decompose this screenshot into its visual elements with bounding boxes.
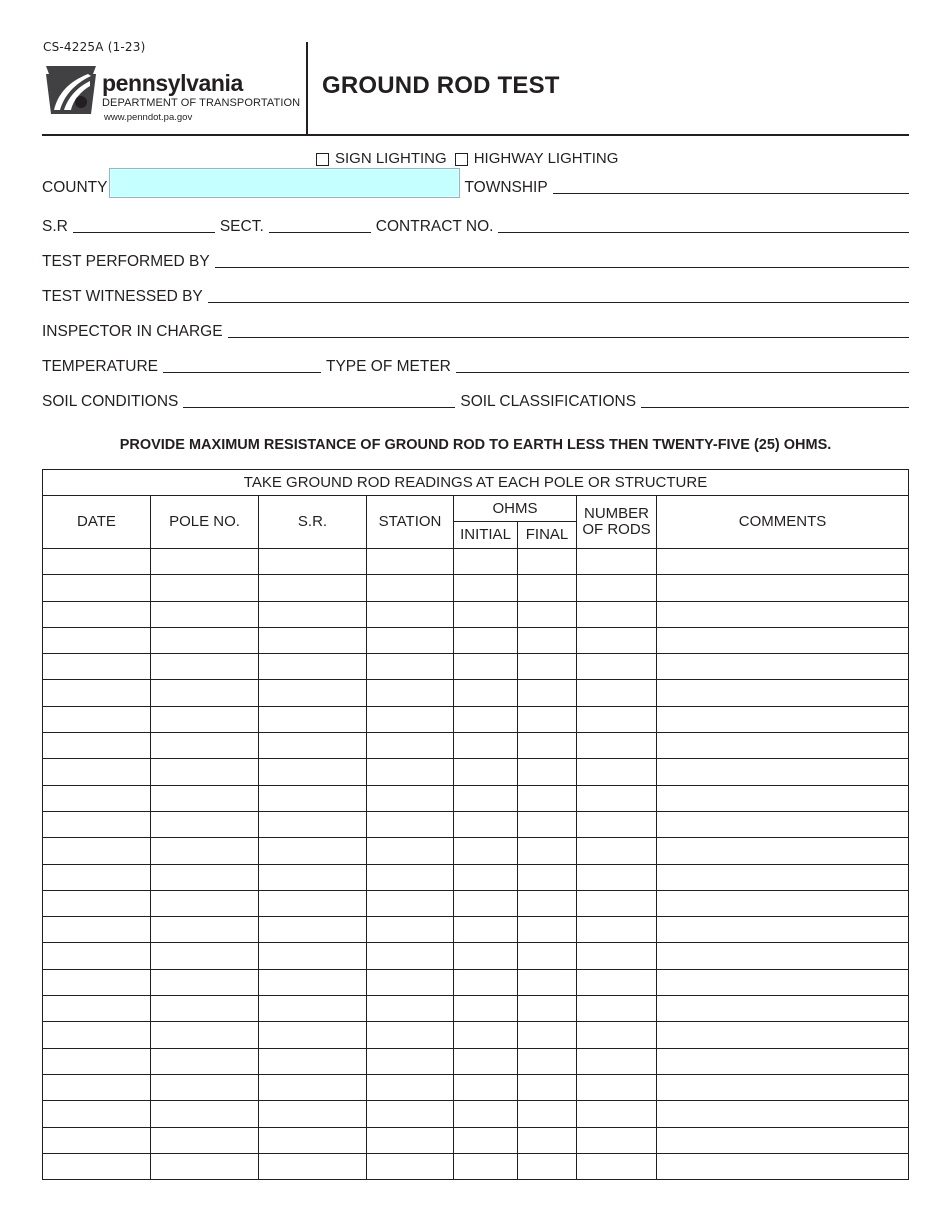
test-witnessed-by-input[interactable] — [208, 301, 909, 303]
table-row — [43, 969, 909, 995]
cell-pole[interactable] — [151, 654, 259, 680]
test-witnessed-row — [42, 285, 909, 307]
cell-sr[interactable] — [259, 969, 367, 995]
table-row — [43, 1101, 909, 1127]
cell-final[interactable] — [518, 654, 577, 680]
cell-pole[interactable] — [151, 1022, 259, 1048]
cell-sr[interactable] — [259, 627, 367, 653]
soil-row — [42, 390, 909, 412]
cell-initial[interactable] — [454, 627, 518, 653]
cell-rods[interactable] — [577, 1048, 657, 1074]
county-row — [42, 176, 909, 198]
cell-pole[interactable] — [151, 759, 259, 785]
col-station-header: STATION — [367, 496, 454, 549]
cell-station[interactable] — [367, 1101, 454, 1127]
cell-sr[interactable] — [259, 601, 367, 627]
inspector-in-charge-input[interactable] — [228, 336, 909, 338]
cell-comments[interactable] — [657, 706, 909, 732]
sign-lighting-checkbox[interactable] — [316, 153, 329, 166]
cell-station[interactable] — [367, 969, 454, 995]
cell-comments[interactable] — [657, 996, 909, 1022]
lighting-options — [316, 150, 618, 167]
cell-rods[interactable] — [577, 890, 657, 916]
department-name: DEPARTMENT OF TRANSPORTATION — [102, 97, 301, 109]
cell-date[interactable] — [43, 838, 151, 864]
cell-final[interactable] — [518, 996, 577, 1022]
table-row — [43, 943, 909, 969]
cell-pole[interactable] — [151, 838, 259, 864]
cell-comments[interactable] — [657, 627, 909, 653]
cell-station[interactable] — [367, 680, 454, 706]
cell-pole[interactable] — [151, 1048, 259, 1074]
sr-label: S.R — [42, 218, 68, 235]
county-input[interactable] — [109, 168, 460, 198]
form-number: CS-4225A (1-23) — [43, 40, 146, 54]
cell-pole[interactable] — [151, 917, 259, 943]
cell-rods[interactable] — [577, 996, 657, 1022]
table-row — [43, 654, 909, 680]
cell-initial[interactable] — [454, 785, 518, 811]
cell-sr[interactable] — [259, 1101, 367, 1127]
temperature-label: TEMPERATURE — [42, 358, 158, 375]
cell-comments[interactable] — [657, 864, 909, 890]
cell-initial[interactable] — [454, 1153, 518, 1179]
cell-rods[interactable] — [577, 706, 657, 732]
cell-sr[interactable] — [259, 811, 367, 837]
cell-comments[interactable] — [657, 917, 909, 943]
cell-station[interactable] — [367, 1153, 454, 1179]
cell-date[interactable] — [43, 1153, 151, 1179]
cell-pole[interactable] — [151, 1074, 259, 1100]
cell-pole[interactable] — [151, 785, 259, 811]
cell-rods[interactable] — [577, 1022, 657, 1048]
cell-rods[interactable] — [577, 1153, 657, 1179]
highway-lighting-checkbox[interactable] — [455, 153, 468, 166]
cell-comments[interactable] — [657, 654, 909, 680]
table-caption: TAKE GROUND ROD READINGS AT EACH POLE OR STRUCTURE — [43, 470, 909, 496]
col-date-header: DATE — [43, 496, 151, 549]
readings-table — [42, 469, 909, 1180]
cell-final[interactable] — [518, 680, 577, 706]
cell-initial[interactable] — [454, 917, 518, 943]
cell-date[interactable] — [43, 627, 151, 653]
cell-pole[interactable] — [151, 811, 259, 837]
cell-station[interactable] — [367, 890, 454, 916]
cell-sr[interactable] — [259, 1022, 367, 1048]
cell-date[interactable] — [43, 943, 151, 969]
brand-name: pennsylvania — [102, 70, 243, 96]
cell-rods[interactable] — [577, 601, 657, 627]
table-row — [43, 627, 909, 653]
cell-date[interactable] — [43, 890, 151, 916]
cell-initial[interactable] — [454, 1022, 518, 1048]
table-row — [43, 1048, 909, 1074]
table-row — [43, 917, 909, 943]
cell-sr[interactable] — [259, 1048, 367, 1074]
cell-date[interactable] — [43, 1101, 151, 1127]
col-sr-header: S.R. — [259, 496, 367, 549]
cell-pole[interactable] — [151, 680, 259, 706]
temperature-input[interactable] — [163, 371, 321, 373]
table-row — [43, 811, 909, 837]
cell-station[interactable] — [367, 627, 454, 653]
test-performed-by-label: TEST PERFORMED BY — [42, 253, 210, 270]
cell-pole[interactable] — [151, 996, 259, 1022]
keystone-logo-icon — [44, 64, 98, 116]
cell-date[interactable] — [43, 654, 151, 680]
cell-initial[interactable] — [454, 759, 518, 785]
cell-sr[interactable] — [259, 706, 367, 732]
test-performed-by-input[interactable] — [215, 266, 909, 268]
cell-station[interactable] — [367, 864, 454, 890]
website: www.penndot.pa.gov — [104, 112, 193, 123]
cell-final[interactable] — [518, 811, 577, 837]
cell-pole[interactable] — [151, 864, 259, 890]
cell-comments[interactable] — [657, 1048, 909, 1074]
cell-final[interactable] — [518, 601, 577, 627]
cell-rods[interactable] — [577, 864, 657, 890]
table-row — [43, 838, 909, 864]
cell-final[interactable] — [518, 1022, 577, 1048]
table-row — [43, 890, 909, 916]
cell-sr[interactable] — [259, 864, 367, 890]
cell-station[interactable] — [367, 1022, 454, 1048]
soil-conditions-input[interactable] — [183, 406, 455, 408]
col-initial-header: INITIAL — [454, 522, 518, 549]
cell-sr[interactable] — [259, 680, 367, 706]
cell-comments[interactable] — [657, 838, 909, 864]
cell-comments[interactable] — [657, 1127, 909, 1153]
soil-classifications-input[interactable] — [641, 406, 909, 408]
cell-station[interactable] — [367, 549, 454, 575]
cell-sr[interactable] — [259, 549, 367, 575]
cell-initial[interactable] — [454, 680, 518, 706]
cell-initial[interactable] — [454, 996, 518, 1022]
cell-date[interactable] — [43, 733, 151, 759]
table-row — [43, 864, 909, 890]
cell-initial[interactable] — [454, 890, 518, 916]
col-final-header: FINAL — [518, 522, 577, 549]
cell-initial[interactable] — [454, 601, 518, 627]
table-row — [43, 1153, 909, 1179]
cell-pole[interactable] — [151, 890, 259, 916]
cell-sr[interactable] — [259, 838, 367, 864]
cell-final[interactable] — [518, 969, 577, 995]
type-of-meter-label: TYPE OF METER — [325, 358, 451, 375]
cell-initial[interactable] — [454, 549, 518, 575]
cell-rods[interactable] — [577, 917, 657, 943]
cell-pole[interactable] — [151, 601, 259, 627]
cell-station[interactable] — [367, 996, 454, 1022]
cell-station[interactable] — [367, 943, 454, 969]
test-witnessed-by-label: TEST WITNESSED BY — [42, 288, 203, 305]
table-row — [43, 1127, 909, 1153]
cell-rods[interactable] — [577, 733, 657, 759]
cell-sr[interactable] — [259, 654, 367, 680]
col-pole-header: POLE NO. — [151, 496, 259, 549]
sect-label: SECT. — [219, 218, 264, 235]
cell-sr[interactable] — [259, 785, 367, 811]
cell-rods[interactable] — [577, 1127, 657, 1153]
cell-date[interactable] — [43, 759, 151, 785]
soil-classifications-label: SOIL CLASSIFICATIONS — [460, 393, 637, 410]
cell-date[interactable] — [43, 811, 151, 837]
cell-pole[interactable] — [151, 627, 259, 653]
cell-rods[interactable] — [577, 680, 657, 706]
temperature-row — [42, 355, 909, 377]
cell-final[interactable] — [518, 838, 577, 864]
cell-date[interactable] — [43, 1074, 151, 1100]
inspector-row — [42, 320, 909, 342]
cell-final[interactable] — [518, 706, 577, 732]
cell-sr[interactable] — [259, 759, 367, 785]
table-row — [43, 549, 909, 575]
cell-station[interactable] — [367, 601, 454, 627]
cell-rods[interactable] — [577, 969, 657, 995]
header-divider — [306, 42, 308, 134]
cell-sr[interactable] — [259, 943, 367, 969]
cell-final[interactable] — [518, 733, 577, 759]
col-ohms-header: OHMS — [454, 496, 577, 522]
cell-sr[interactable] — [259, 917, 367, 943]
cell-comments[interactable] — [657, 575, 909, 601]
table-row — [43, 733, 909, 759]
cell-final[interactable] — [518, 549, 577, 575]
cell-initial[interactable] — [454, 943, 518, 969]
resistance-notice: PROVIDE MAXIMUM RESISTANCE OF GROUND ROD TO EARTH LESS THEN TWENTY-FIVE (25) OHMS. — [119, 437, 832, 453]
col-rods-line1: NUMBER — [583, 505, 649, 522]
cell-comments[interactable] — [657, 1153, 909, 1179]
township-label: TOWNSHIP — [464, 179, 548, 196]
cell-final[interactable] — [518, 1101, 577, 1127]
cell-final[interactable] — [518, 1127, 577, 1153]
cell-final[interactable] — [518, 917, 577, 943]
cell-rods[interactable] — [577, 785, 657, 811]
cell-comments[interactable] — [657, 1022, 909, 1048]
cell-date[interactable] — [43, 785, 151, 811]
readings-body — [43, 549, 909, 1180]
county-label: COUNTY — [42, 179, 108, 196]
col-comments-header: COMMENTS — [657, 496, 909, 549]
cell-station[interactable] — [367, 917, 454, 943]
cell-rods[interactable] — [577, 811, 657, 837]
cell-date[interactable] — [43, 1048, 151, 1074]
cell-pole[interactable] — [151, 575, 259, 601]
cell-final[interactable] — [518, 785, 577, 811]
cell-comments[interactable] — [657, 1074, 909, 1100]
cell-final[interactable] — [518, 943, 577, 969]
table-row — [43, 1074, 909, 1100]
township-input[interactable] — [553, 192, 909, 194]
cell-rods[interactable] — [577, 759, 657, 785]
cell-initial[interactable] — [454, 838, 518, 864]
cell-pole[interactable] — [151, 1127, 259, 1153]
table-row — [43, 1022, 909, 1048]
table-row — [43, 575, 909, 601]
cell-station[interactable] — [367, 838, 454, 864]
type-of-meter-input[interactable] — [456, 371, 909, 373]
cell-comments[interactable] — [657, 943, 909, 969]
test-performed-row — [42, 250, 909, 272]
cell-comments[interactable] — [657, 785, 909, 811]
cell-sr[interactable] — [259, 1074, 367, 1100]
cell-date[interactable] — [43, 1127, 151, 1153]
table-row — [43, 680, 909, 706]
cell-final[interactable] — [518, 575, 577, 601]
contract-no-input[interactable] — [498, 231, 909, 233]
table-row — [43, 785, 909, 811]
cell-final[interactable] — [518, 1074, 577, 1100]
contract-no-label: CONTRACT NO. — [375, 218, 494, 235]
cell-pole[interactable] — [151, 969, 259, 995]
cell-final[interactable] — [518, 890, 577, 916]
cell-station[interactable] — [367, 759, 454, 785]
col-rods-header — [577, 496, 657, 549]
table-row — [43, 706, 909, 732]
cell-final[interactable] — [518, 627, 577, 653]
cell-rods[interactable] — [577, 549, 657, 575]
cell-initial[interactable] — [454, 1074, 518, 1100]
cell-initial[interactable] — [454, 733, 518, 759]
cell-comments[interactable] — [657, 969, 909, 995]
cell-comments[interactable] — [657, 811, 909, 837]
cell-initial[interactable] — [454, 864, 518, 890]
cell-date[interactable] — [43, 680, 151, 706]
cell-rods[interactable] — [577, 654, 657, 680]
cell-station[interactable] — [367, 1074, 454, 1100]
cell-pole[interactable] — [151, 706, 259, 732]
cell-initial[interactable] — [454, 811, 518, 837]
cell-initial[interactable] — [454, 969, 518, 995]
cell-rods[interactable] — [577, 1101, 657, 1127]
cell-date[interactable] — [43, 996, 151, 1022]
cell-pole[interactable] — [151, 1153, 259, 1179]
cell-date[interactable] — [43, 1022, 151, 1048]
page-title: GROUND ROD TEST — [322, 72, 560, 99]
cell-comments[interactable] — [657, 890, 909, 916]
cell-sr[interactable] — [259, 575, 367, 601]
table-row — [43, 996, 909, 1022]
cell-sr[interactable] — [259, 733, 367, 759]
cell-station[interactable] — [367, 706, 454, 732]
cell-date[interactable] — [43, 864, 151, 890]
cell-rods[interactable] — [577, 627, 657, 653]
cell-date[interactable] — [43, 601, 151, 627]
cell-rods[interactable] — [577, 838, 657, 864]
cell-rods[interactable] — [577, 575, 657, 601]
cell-station[interactable] — [367, 575, 454, 601]
cell-sr[interactable] — [259, 890, 367, 916]
table-row — [43, 601, 909, 627]
cell-final[interactable] — [518, 1153, 577, 1179]
cell-date[interactable] — [43, 549, 151, 575]
cell-pole[interactable] — [151, 943, 259, 969]
cell-pole[interactable] — [151, 1101, 259, 1127]
cell-comments[interactable] — [657, 680, 909, 706]
header-rule — [42, 134, 909, 136]
cell-rods[interactable] — [577, 1074, 657, 1100]
cell-final[interactable] — [518, 759, 577, 785]
cell-initial[interactable] — [454, 575, 518, 601]
cell-comments[interactable] — [657, 733, 909, 759]
cell-station[interactable] — [367, 785, 454, 811]
cell-pole[interactable] — [151, 733, 259, 759]
cell-station[interactable] — [367, 654, 454, 680]
cell-date[interactable] — [43, 706, 151, 732]
cell-initial[interactable] — [454, 1101, 518, 1127]
sect-input[interactable] — [269, 231, 371, 233]
cell-date[interactable] — [43, 917, 151, 943]
cell-station[interactable] — [367, 1127, 454, 1153]
cell-station[interactable] — [367, 1048, 454, 1074]
highway-lighting-label: HIGHWAY LIGHTING — [473, 150, 619, 167]
cell-comments[interactable] — [657, 601, 909, 627]
cell-final[interactable] — [518, 1048, 577, 1074]
cell-comments[interactable] — [657, 1101, 909, 1127]
sign-lighting-label: SIGN LIGHTING — [335, 150, 447, 167]
cell-station[interactable] — [367, 733, 454, 759]
cell-initial[interactable] — [454, 706, 518, 732]
cell-sr[interactable] — [259, 1153, 367, 1179]
cell-pole[interactable] — [151, 549, 259, 575]
cell-comments[interactable] — [657, 549, 909, 575]
cell-sr[interactable] — [259, 1127, 367, 1153]
cell-rods[interactable] — [577, 943, 657, 969]
col-rods-line2: OF RODS — [582, 521, 651, 538]
cell-initial[interactable] — [454, 654, 518, 680]
cell-comments[interactable] — [657, 759, 909, 785]
inspector-in-charge-label: INSPECTOR IN CHARGE — [42, 323, 223, 340]
cell-station[interactable] — [367, 811, 454, 837]
cell-date[interactable] — [43, 969, 151, 995]
cell-date[interactable] — [43, 575, 151, 601]
soil-conditions-label: SOIL CONDITIONS — [42, 393, 179, 410]
cell-final[interactable] — [518, 864, 577, 890]
sr-input[interactable] — [73, 231, 215, 233]
table-row — [43, 759, 909, 785]
cell-initial[interactable] — [454, 1127, 518, 1153]
cell-sr[interactable] — [259, 996, 367, 1022]
cell-initial[interactable] — [454, 1048, 518, 1074]
sr-row — [42, 215, 909, 237]
